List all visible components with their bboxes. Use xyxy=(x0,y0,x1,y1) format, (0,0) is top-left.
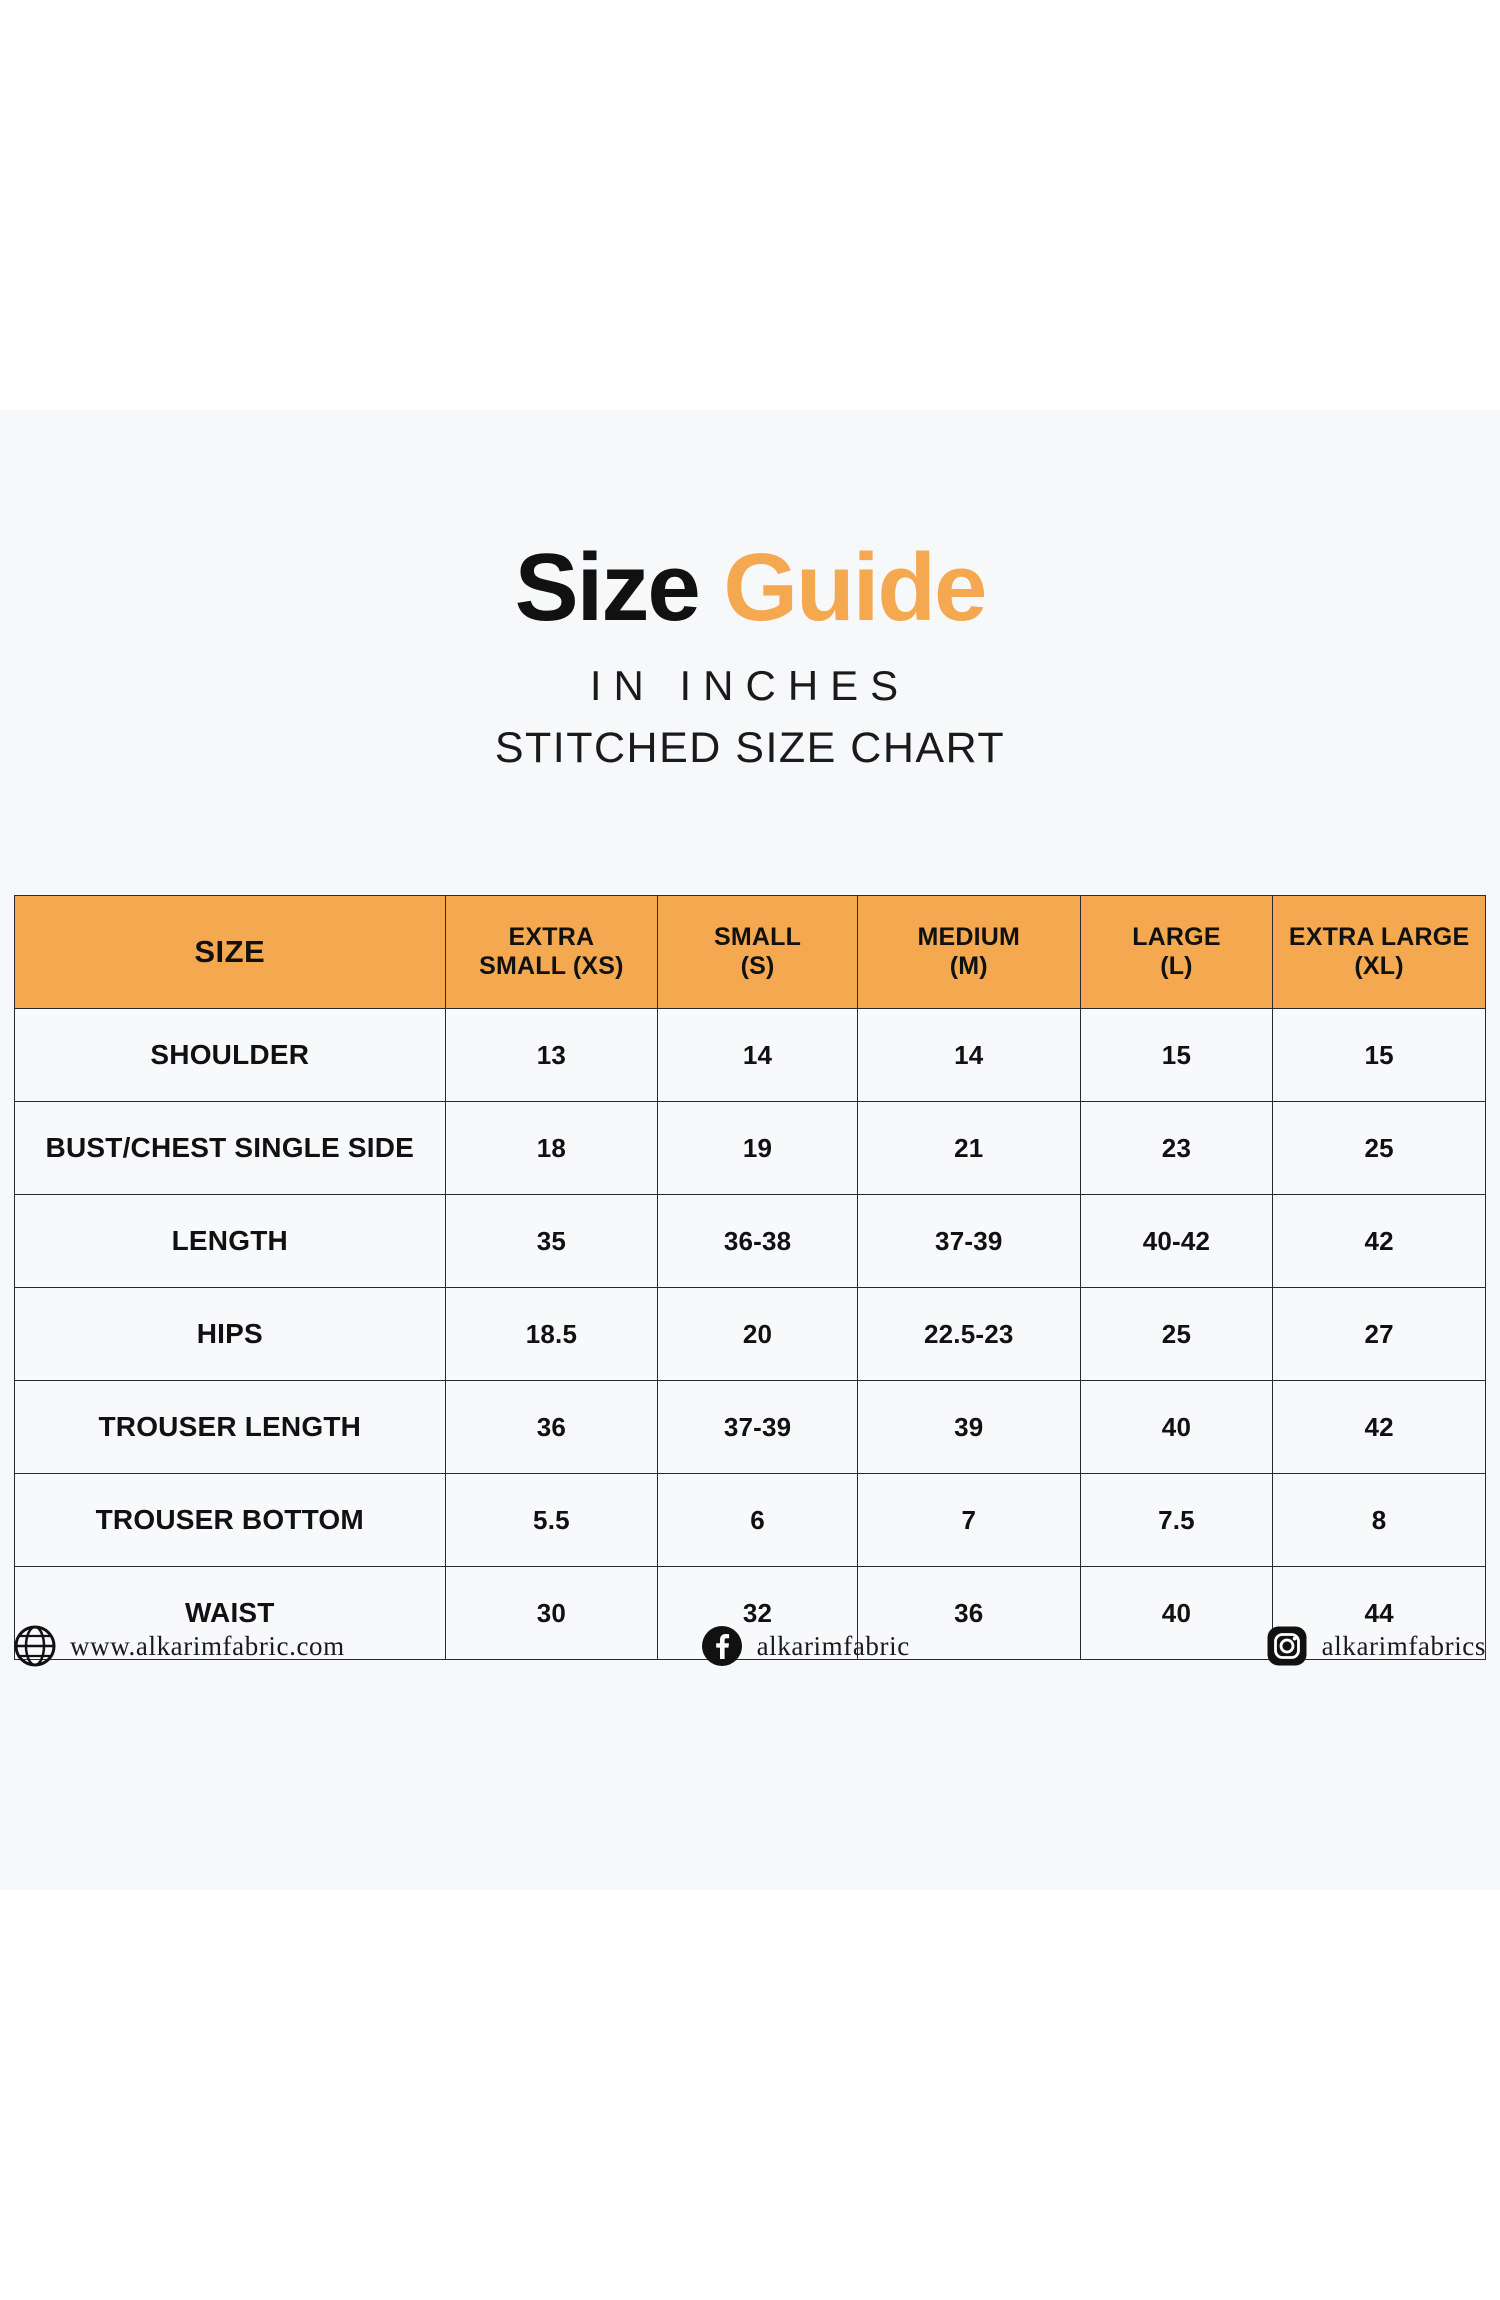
cell-shoulder-s: 14 xyxy=(658,1009,858,1102)
row-label-bust-chest: BUST/CHEST SINGLE SIDE xyxy=(15,1102,446,1195)
globe-icon xyxy=(14,1625,56,1667)
table-header-row xyxy=(15,896,1486,1009)
cell-shoulder-l: 15 xyxy=(1080,1009,1272,1102)
title-part-size: Size xyxy=(514,534,699,641)
row-label-hips: HIPS xyxy=(15,1288,446,1381)
cell-shoulder-m: 14 xyxy=(857,1009,1080,1102)
cell-length-l: 40-42 xyxy=(1080,1195,1272,1288)
cell-trouser-bottom-m: 7 xyxy=(857,1474,1080,1567)
column-header-xs xyxy=(445,896,658,1009)
cell-hips-xs: 18.5 xyxy=(445,1288,658,1381)
page-title xyxy=(0,534,1500,641)
subtitle-chart-type: STITCHED SIZE CHART xyxy=(494,724,1006,772)
table-row xyxy=(15,1474,1486,1567)
cell-trouser-length-l: 40 xyxy=(1080,1381,1272,1474)
column-header-xl-line1: EXTRA LARGE xyxy=(1288,923,1470,952)
column-header-xl xyxy=(1273,896,1486,1009)
cell-hips-m: 22.5-23 xyxy=(857,1288,1080,1381)
cell-waist-m: 36 xyxy=(857,1567,1080,1660)
column-header-xl-line2: (XL) xyxy=(1354,952,1404,980)
table-row xyxy=(15,1381,1486,1474)
row-label-trouser-length: TROUSER LENGTH xyxy=(15,1381,446,1474)
column-header-s xyxy=(658,896,858,1009)
cell-bust-s: 19 xyxy=(658,1102,858,1195)
cell-bust-m: 21 xyxy=(857,1102,1080,1195)
table-row xyxy=(15,1288,1486,1381)
column-header-xs-line1: EXTRA xyxy=(508,923,595,952)
cell-shoulder-xl: 15 xyxy=(1273,1009,1486,1102)
column-header-l-line1: LARGE xyxy=(1132,923,1221,952)
cell-trouser-bottom-l: 7.5 xyxy=(1080,1474,1272,1567)
cell-hips-s: 20 xyxy=(658,1288,858,1381)
cell-hips-l: 25 xyxy=(1080,1288,1272,1381)
footer-instagram-label: alkarimfabrics xyxy=(1321,1630,1486,1661)
table-row xyxy=(15,1009,1486,1102)
cell-length-m: 37-39 xyxy=(857,1195,1080,1288)
cell-trouser-length-xs: 36 xyxy=(445,1381,658,1474)
title-part-guide: Guide xyxy=(723,534,986,641)
table-header xyxy=(15,896,1486,1009)
column-header-m-line2: (M) xyxy=(949,952,988,980)
cell-waist-xl: 44 xyxy=(1273,1567,1486,1660)
cell-bust-l: 23 xyxy=(1080,1102,1272,1195)
column-header-m-line1: MEDIUM xyxy=(917,923,1021,952)
cell-trouser-bottom-xl: 8 xyxy=(1273,1474,1486,1567)
header-block xyxy=(0,410,1500,773)
column-header-l-line2: (L) xyxy=(1160,952,1193,980)
footer-facebook[interactable] xyxy=(345,1625,1266,1667)
cell-waist-l: 40 xyxy=(1080,1567,1272,1660)
cell-length-xs: 35 xyxy=(445,1195,658,1288)
column-header-xs-line2: SMALL (XS) xyxy=(479,952,624,980)
row-label-trouser-bottom: TROUSER BOTTOM xyxy=(15,1474,446,1567)
cell-hips-xl: 27 xyxy=(1273,1288,1486,1381)
cell-trouser-length-xl: 42 xyxy=(1273,1381,1486,1474)
footer-website-label: www.alkarimfabric.com xyxy=(70,1630,345,1661)
row-label-waist: WAIST xyxy=(15,1567,446,1660)
cell-trouser-bottom-xs: 5.5 xyxy=(445,1474,658,1567)
footer-website[interactable] xyxy=(14,1625,345,1667)
instagram-icon xyxy=(1266,1625,1308,1667)
cell-trouser-length-s: 37-39 xyxy=(658,1381,858,1474)
column-header-l xyxy=(1080,896,1272,1009)
cell-trouser-length-m: 39 xyxy=(857,1381,1080,1474)
facebook-icon xyxy=(701,1625,743,1667)
footer xyxy=(14,1625,1486,1667)
cell-length-s: 36-38 xyxy=(658,1195,858,1288)
column-header-s-line2: (S) xyxy=(740,952,775,980)
cell-bust-xl: 25 xyxy=(1273,1102,1486,1195)
footer-facebook-label: alkarimfabric xyxy=(756,1630,910,1661)
table-row xyxy=(15,1195,1486,1288)
cell-waist-xs: 30 xyxy=(445,1567,658,1660)
row-label-length: LENGTH xyxy=(15,1195,446,1288)
cell-shoulder-xs: 13 xyxy=(445,1009,658,1102)
subtitle-units: IN INCHES xyxy=(589,662,911,709)
footer-instagram[interactable] xyxy=(1266,1625,1486,1667)
row-label-shoulder: SHOULDER xyxy=(15,1009,446,1102)
column-header-m xyxy=(857,896,1080,1009)
cell-length-xl: 42 xyxy=(1273,1195,1486,1288)
table-row xyxy=(15,1102,1486,1195)
size-table-wrapper xyxy=(14,895,1486,1660)
column-header-size: SIZE xyxy=(15,896,446,1009)
size-guide-card xyxy=(0,410,1500,1890)
table-body xyxy=(15,1009,1486,1660)
cell-trouser-bottom-s: 6 xyxy=(658,1474,858,1567)
cell-bust-xs: 18 xyxy=(445,1102,658,1195)
size-chart-table xyxy=(14,895,1486,1660)
cell-waist-s: 32 xyxy=(658,1567,858,1660)
column-header-s-line1: SMALL xyxy=(714,923,802,952)
